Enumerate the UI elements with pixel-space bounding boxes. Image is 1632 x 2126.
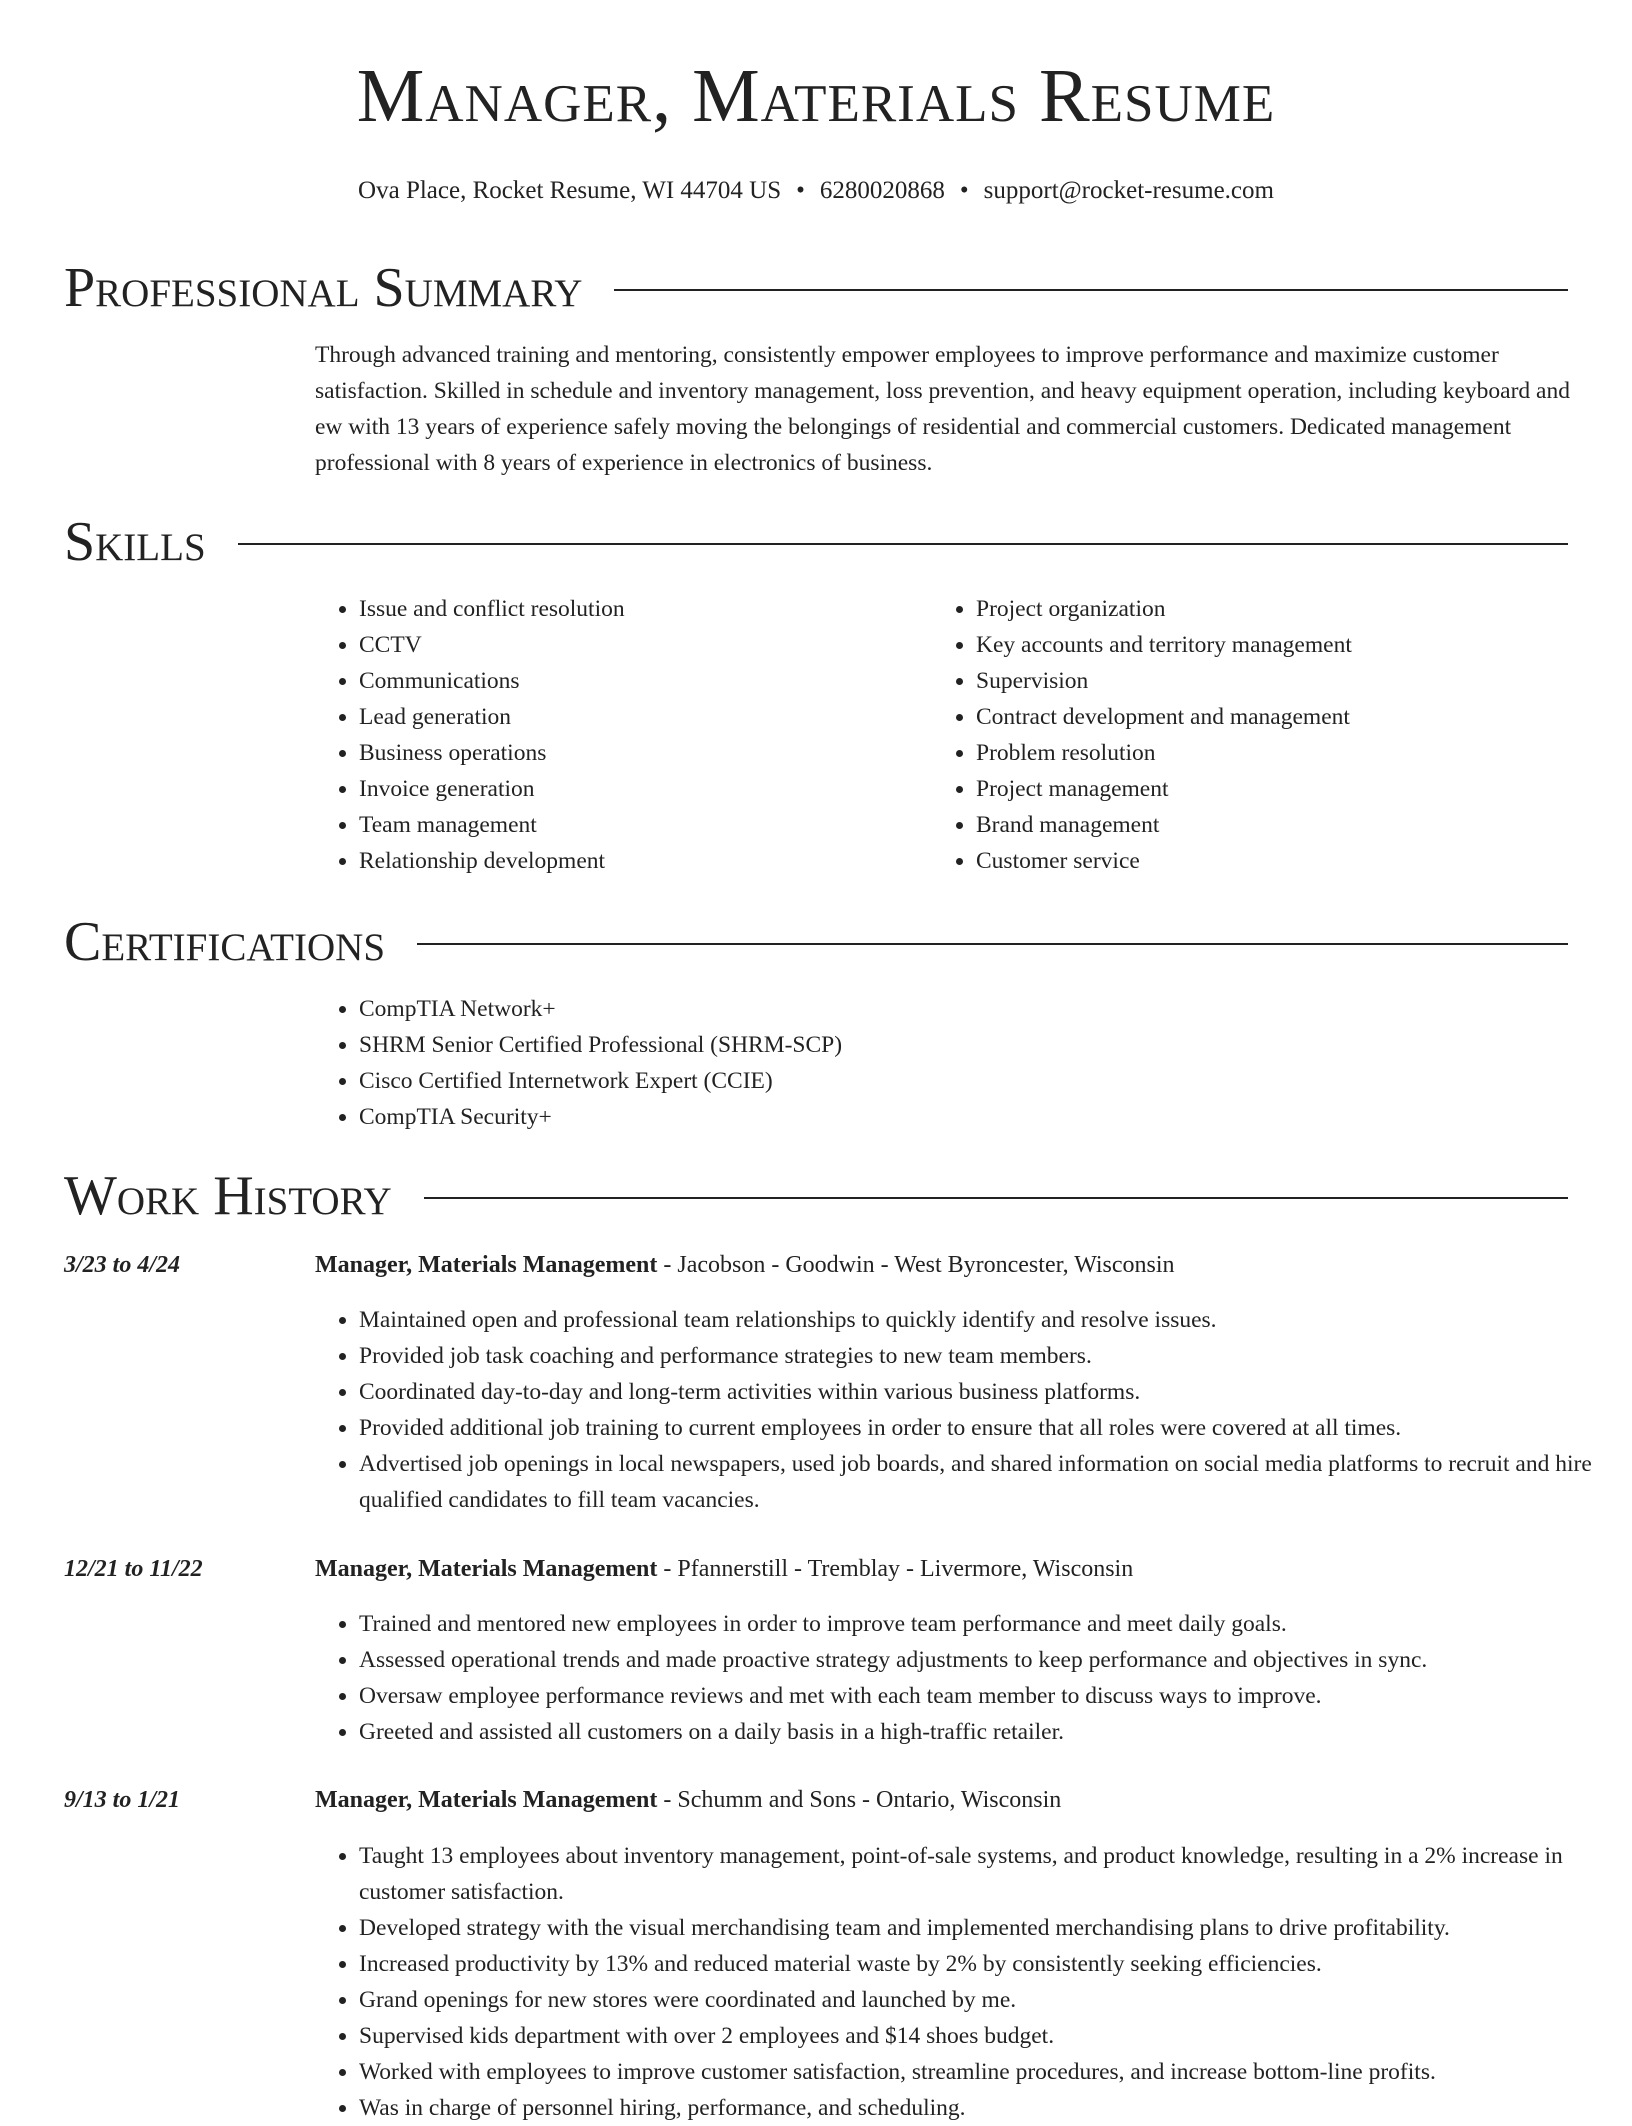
job-title: Manager, Materials Management <box>315 1787 658 1813</box>
job-bullet: • Increased productivity by 13% and reduced material waste by 2% by consistently seeking efficiencies. <box>359 1946 1619 1982</box>
skill-item: • Brand management <box>976 807 1616 843</box>
skill-item: • CCTV <box>359 627 919 663</box>
certification-item: • Cisco Certified Internetwork Expert (CCIE) <box>359 1063 1619 1099</box>
job-date: 3/23 to 4/24 <box>64 1252 181 1278</box>
section-title-text: Professional Summary <box>64 257 583 319</box>
section-divider <box>424 1197 1568 1199</box>
certification-item: • CompTIA Security+ <box>359 1099 1619 1135</box>
section-title-text: Skills <box>64 511 206 573</box>
skill-item: • Problem resolution <box>976 735 1616 771</box>
job-bullet: • Provided job task coaching and performance strategies to new team members. <box>359 1338 1619 1374</box>
job-employer-location: - Pfannerstill - Tremblay - Livermore, Wisconsin <box>657 1556 1134 1582</box>
skill-item: • Issue and conflict resolution <box>359 591 919 627</box>
job-title: Manager, Materials Management <box>315 1556 658 1582</box>
section-divider <box>417 943 1568 945</box>
resume-title: Manager, Materials Resume <box>356 54 1276 138</box>
contact-phone: 6280020868 <box>819 177 945 204</box>
summary-text: Through advanced training and mentoring, consistently empower employees to improve performance and maximize customer satisfaction. Skilled in schedule and inventory management, loss prevention, and heavy equipment operation, including keyboard and ew with 13 years of experience safely moving the belongings of residential and commercial customers. Dedicated management professional with 8 years of experience in electronics of business. <box>315 342 1570 476</box>
job-heading <box>315 1784 1061 1816</box>
skill-item: • Business operations <box>359 735 919 771</box>
skill-item: • Relationship development <box>359 843 919 879</box>
contact-separator: • <box>959 177 969 204</box>
contact-line <box>0 176 1632 206</box>
certification-item: • SHRM Senior Certified Professional (SHRM-SCP) <box>359 1027 1619 1063</box>
job-bullet: • Supervised kids department with over 2 employees and $14 shoes budget. <box>359 2018 1619 2054</box>
skills-list-left <box>315 591 919 879</box>
skill-item: • Team management <box>359 807 919 843</box>
section-title-text: Certifications <box>64 911 386 973</box>
job-employer-location: - Schumm and Sons - Ontario, Wisconsin <box>657 1787 1062 1813</box>
job-bullet: • Trained and mentored new employees in order to improve team performance and meet daily goals. <box>359 1606 1619 1642</box>
job-bullets <box>315 1302 1619 1518</box>
skill-item: • Contract development and management <box>976 699 1616 735</box>
contact-separator: • <box>796 177 805 204</box>
job-date: 12/21 to 11/22 <box>64 1556 203 1582</box>
job-bullet: • Greeted and assisted all customers on a daily basis in a high-traffic retailer. <box>359 1714 1619 1750</box>
section-title-text: Work History <box>64 1165 392 1227</box>
certification-item: • CompTIA Network+ <box>359 991 1619 1027</box>
skill-item: • Project management <box>976 771 1616 807</box>
job-bullet: • Worked with employees to improve customer satisfaction, streamline procedures, and increase bottom-line profits. <box>359 2054 1619 2090</box>
job-bullet: • Advertised job openings in local newspapers, used job boards, and shared information on social media platforms to recruit and hire qualified candidates to fill team vacancies. <box>359 1446 1619 1518</box>
section-title-skills <box>64 511 1568 573</box>
job-employer-location: - Jacobson - Goodwin - West Byroncester, Wisconsin <box>657 1252 1175 1278</box>
job-bullet: • Grand openings for new stores were coordinated and launched by me. <box>359 1982 1619 2018</box>
skills-list-right <box>932 591 1616 879</box>
job-heading <box>315 1553 1133 1585</box>
job-bullets <box>315 1606 1619 1750</box>
skill-item: • Key accounts and territory management <box>976 627 1616 663</box>
section-title-summary <box>64 257 1568 319</box>
certifications-list <box>315 991 1619 1135</box>
job-title: Manager, Materials Management <box>315 1252 658 1278</box>
job-bullet: • Taught 13 employees about inventory management, point-of-sale systems, and product knowledge, resulting in a 2% increase in customer satisfaction. <box>359 1838 1619 1910</box>
contact-address: Ova Place, Rocket Resume, WI 44704 US <box>358 177 782 204</box>
job-bullet: • Assessed operational trends and made proactive strategy adjustments to keep performance and objectives in sync. <box>359 1642 1619 1678</box>
job-bullet: • Was in charge of personnel hiring, performance, and scheduling. <box>359 2090 1619 2126</box>
job-bullet: • Provided additional job training to current employees in order to ensure that all roles were covered at all times. <box>359 1410 1619 1446</box>
contact-email: support@rocket-resume.com <box>983 177 1274 204</box>
section-divider <box>238 543 1568 545</box>
section-title-work-history <box>64 1165 1568 1227</box>
job-bullet: • Maintained open and professional team relationships to quickly identify and resolve issues. <box>359 1302 1619 1338</box>
skill-item: • Project organization <box>976 591 1616 627</box>
skill-item: • Lead generation <box>359 699 919 735</box>
job-heading <box>315 1249 1175 1281</box>
job-bullet: • Developed strategy with the visual merchandising team and implemented merchandising plans to drive profitability. <box>359 1910 1619 1946</box>
section-title-certifications <box>64 911 1568 973</box>
job-bullets <box>315 1838 1619 2126</box>
skill-item: • Customer service <box>976 843 1616 879</box>
job-bullet: • Oversaw employee performance reviews and met with each team member to discuss ways to improve. <box>359 1678 1619 1714</box>
skill-item: • Communications <box>359 663 919 699</box>
job-bullet: • Coordinated day-to-day and long-term activities within various business platforms. <box>359 1374 1619 1410</box>
skill-item: • Invoice generation <box>359 771 919 807</box>
skill-item: • Supervision <box>976 663 1616 699</box>
section-divider <box>614 289 1568 291</box>
job-date: 9/13 to 1/21 <box>64 1787 181 1813</box>
